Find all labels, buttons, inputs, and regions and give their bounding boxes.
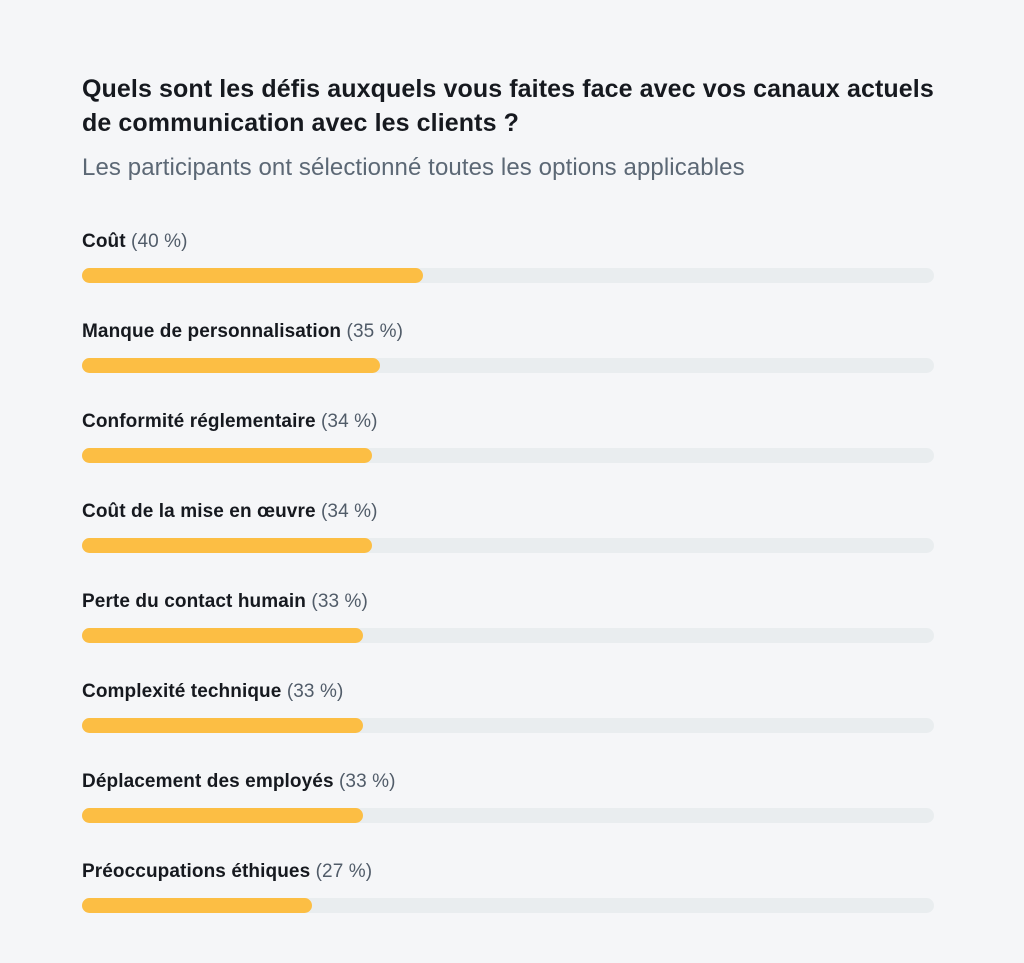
bar-fill <box>82 898 312 913</box>
bar-label <box>82 319 934 345</box>
bar-label <box>82 589 934 615</box>
bar-category-text: Conformité réglementaire <box>82 411 321 432</box>
bar-row <box>82 859 934 913</box>
bar-row <box>82 319 934 373</box>
bar-label <box>82 229 934 255</box>
bar-chart <box>82 229 934 913</box>
bar-category-text: Coût <box>82 231 132 252</box>
bar-row <box>82 589 934 643</box>
bar-row <box>82 769 934 823</box>
bar-label <box>82 769 934 795</box>
bar-percent-text: (34 %) <box>321 411 378 432</box>
bar-category-text: Préoccupations éthiques <box>82 861 316 882</box>
bar-label <box>82 409 934 435</box>
bar-label <box>82 499 934 525</box>
bar-track <box>82 268 934 283</box>
bar-percent-text: (27 %) <box>315 861 373 882</box>
bar-track <box>82 628 934 643</box>
bar-fill <box>82 448 372 463</box>
bar-category-text: Coût de la mise en œuvre <box>82 501 321 522</box>
bar-fill <box>82 718 363 733</box>
bar-percent-text: (34 %) <box>321 501 378 522</box>
bar-category-text: Manque de personnalisation <box>82 321 347 342</box>
bar-percent-text: (33 %) <box>339 771 396 792</box>
bar-label <box>82 679 934 705</box>
bar-category-text: Complexité technique <box>82 681 287 702</box>
bar-fill <box>82 358 380 373</box>
bar-label <box>82 859 934 885</box>
bar-category-text: Perte du contact humain <box>82 591 312 612</box>
bar-row <box>82 499 934 553</box>
bar-percent-text: (33 %) <box>311 591 368 612</box>
chart-subtitle: Les participants ont sélectionné toutes les options applicables <box>82 154 745 181</box>
bar-fill <box>82 628 363 643</box>
bar-track <box>82 718 934 733</box>
bar-row <box>82 409 934 463</box>
bar-track <box>82 538 934 553</box>
bar-percent-text: (33 %) <box>286 681 344 702</box>
bar-row <box>82 679 934 733</box>
bar-row <box>82 229 934 283</box>
bar-track <box>82 358 934 373</box>
bar-track <box>82 898 934 913</box>
bar-percent-text: (35 %) <box>346 321 404 342</box>
chart-title: Quels sont les défis auxquels vous faites face avec vos canaux actuels de communication avec les clients ? <box>82 75 934 137</box>
bar-fill <box>82 268 423 283</box>
bar-fill <box>82 808 363 823</box>
bar-track <box>82 448 934 463</box>
bar-percent-text: (40 %) <box>131 231 188 252</box>
bar-fill <box>82 538 372 553</box>
bar-track <box>82 808 934 823</box>
bar-category-text: Déplacement des employés <box>82 771 339 792</box>
